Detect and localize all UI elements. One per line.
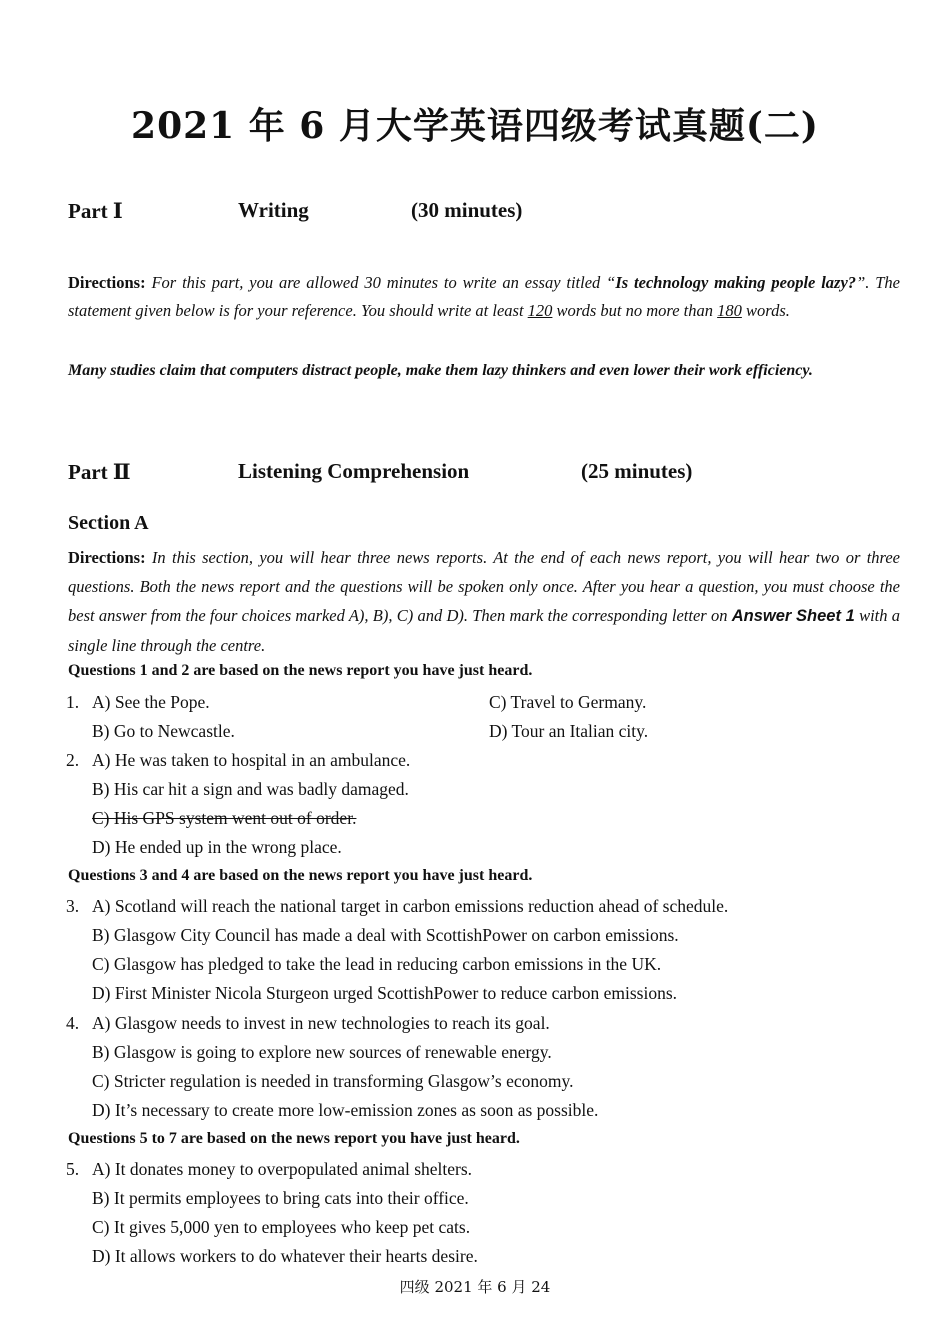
directions-text-b: ”. The statement given below is for your reference. You should write at least	[68, 273, 900, 320]
q3-option-b: B) Glasgow City Council has made a deal with ScottishPower on carbon emissions.	[92, 925, 679, 945]
section-a-heading: Section A	[68, 512, 149, 534]
essay-statement: Many studies claim that computers distract people, make them lazy thinkers and even lower their work efficiency.	[68, 362, 813, 379]
q2-option-c: C) His GPS system went out of order.	[92, 808, 357, 828]
question-number: 3.	[66, 896, 80, 916]
part2-label: Part Ⅱ	[68, 460, 131, 484]
q4-option-a: A) Glasgow needs to invest in new technologies to reach its goal.	[92, 1013, 550, 1033]
question-group-heading: Questions 1 and 2 are based on the news report you have just heard.	[68, 662, 533, 679]
question-number: 5.	[66, 1159, 80, 1179]
q4-option-d: D) It’s necessary to create more low-emission zones as soon as possible.	[92, 1100, 599, 1120]
question-group-heading: Questions 3 and 4 are based on the news report you have just heard.	[68, 867, 533, 884]
q3-option-a: A) Scotland will reach the national target in carbon emissions reduction ahead of schedule.	[92, 896, 729, 916]
question-number: 4.	[66, 1013, 80, 1033]
part2-name: Listening Comprehension	[238, 459, 470, 483]
q5-option-d: D) It allows workers to do whatever their hearts desire.	[92, 1246, 478, 1266]
q1-option-b: B) Go to Newcastle.	[92, 721, 235, 741]
part1-directions	[68, 269, 900, 325]
part1-label: Part Ⅰ	[68, 199, 123, 223]
page-footer: 四级 2021 年 6 月 24	[399, 1278, 551, 1296]
max-words: 180	[717, 301, 742, 320]
q5-option-c: C) It gives 5,000 yen to employees who keep pet cats.	[92, 1217, 471, 1237]
q5-option-a: A) It donates money to overpopulated animal shelters.	[92, 1159, 473, 1179]
min-words: 120	[527, 301, 553, 320]
q2-option-d: D) He ended up in the wrong place.	[92, 837, 342, 857]
question-number: 1.	[66, 692, 80, 712]
q1-option-d: D) Tour an Italian city.	[489, 721, 649, 741]
directions-label: Directions:	[68, 273, 146, 292]
question-number: 2.	[66, 750, 80, 770]
q4-option-c: C) Stricter regulation is needed in transforming Glasgow’s economy.	[92, 1071, 574, 1091]
part1-time: (30 minutes)	[411, 198, 523, 222]
q2-option-b: B) His car hit a sign and was badly damaged.	[92, 779, 409, 799]
answer-sheet-label: Answer Sheet 1	[731, 607, 855, 625]
q3-option-d: D) First Minister Nicola Sturgeon urged ScottishPower to reduce carbon emissions.	[92, 983, 678, 1003]
q1-option-a: A) See the Pope.	[92, 692, 210, 712]
q4-option-b: B) Glasgow is going to explore new sources of renewable energy.	[92, 1042, 552, 1062]
part1-name: Writing	[238, 198, 309, 222]
part2-time: (25 minutes)	[581, 459, 693, 483]
q5-option-b: B) It permits employees to bring cats into their office.	[92, 1188, 469, 1208]
directions-text-b: with a single line through the centre.	[68, 606, 900, 655]
directions-label: Directions:	[68, 548, 146, 567]
directions-text-c: words but no more than	[552, 301, 718, 320]
q2-option-a: A) He was taken to hospital in an ambulance.	[92, 750, 411, 770]
directions-text-a: In this section, you will hear three news reports. At the end of each news report, you will hear two or three questions. Both the news report and the questions will be spoken only once. After you hear a question, you must choose the best answer from the four choices marked A), B), C) and D). Then mark the corresponding letter on	[68, 548, 901, 625]
q3-option-c: C) Glasgow has pledged to take the lead in reducing carbon emissions in the UK.	[92, 954, 662, 974]
page-title: 2021 年 6 月大学英语四级考试真题(二)	[131, 105, 819, 147]
part2-directions	[68, 543, 900, 660]
question-group-heading: Questions 5 to 7 are based on the news report you have just heard.	[68, 1130, 520, 1147]
directions-text-a: For this part, you are allowed 30 minutes to write an essay titled “	[151, 273, 616, 292]
directions-text-d: words.	[741, 301, 790, 320]
q1-option-c: C) Travel to Germany.	[489, 692, 647, 712]
essay-title: Is technology making people lazy?	[615, 273, 857, 292]
